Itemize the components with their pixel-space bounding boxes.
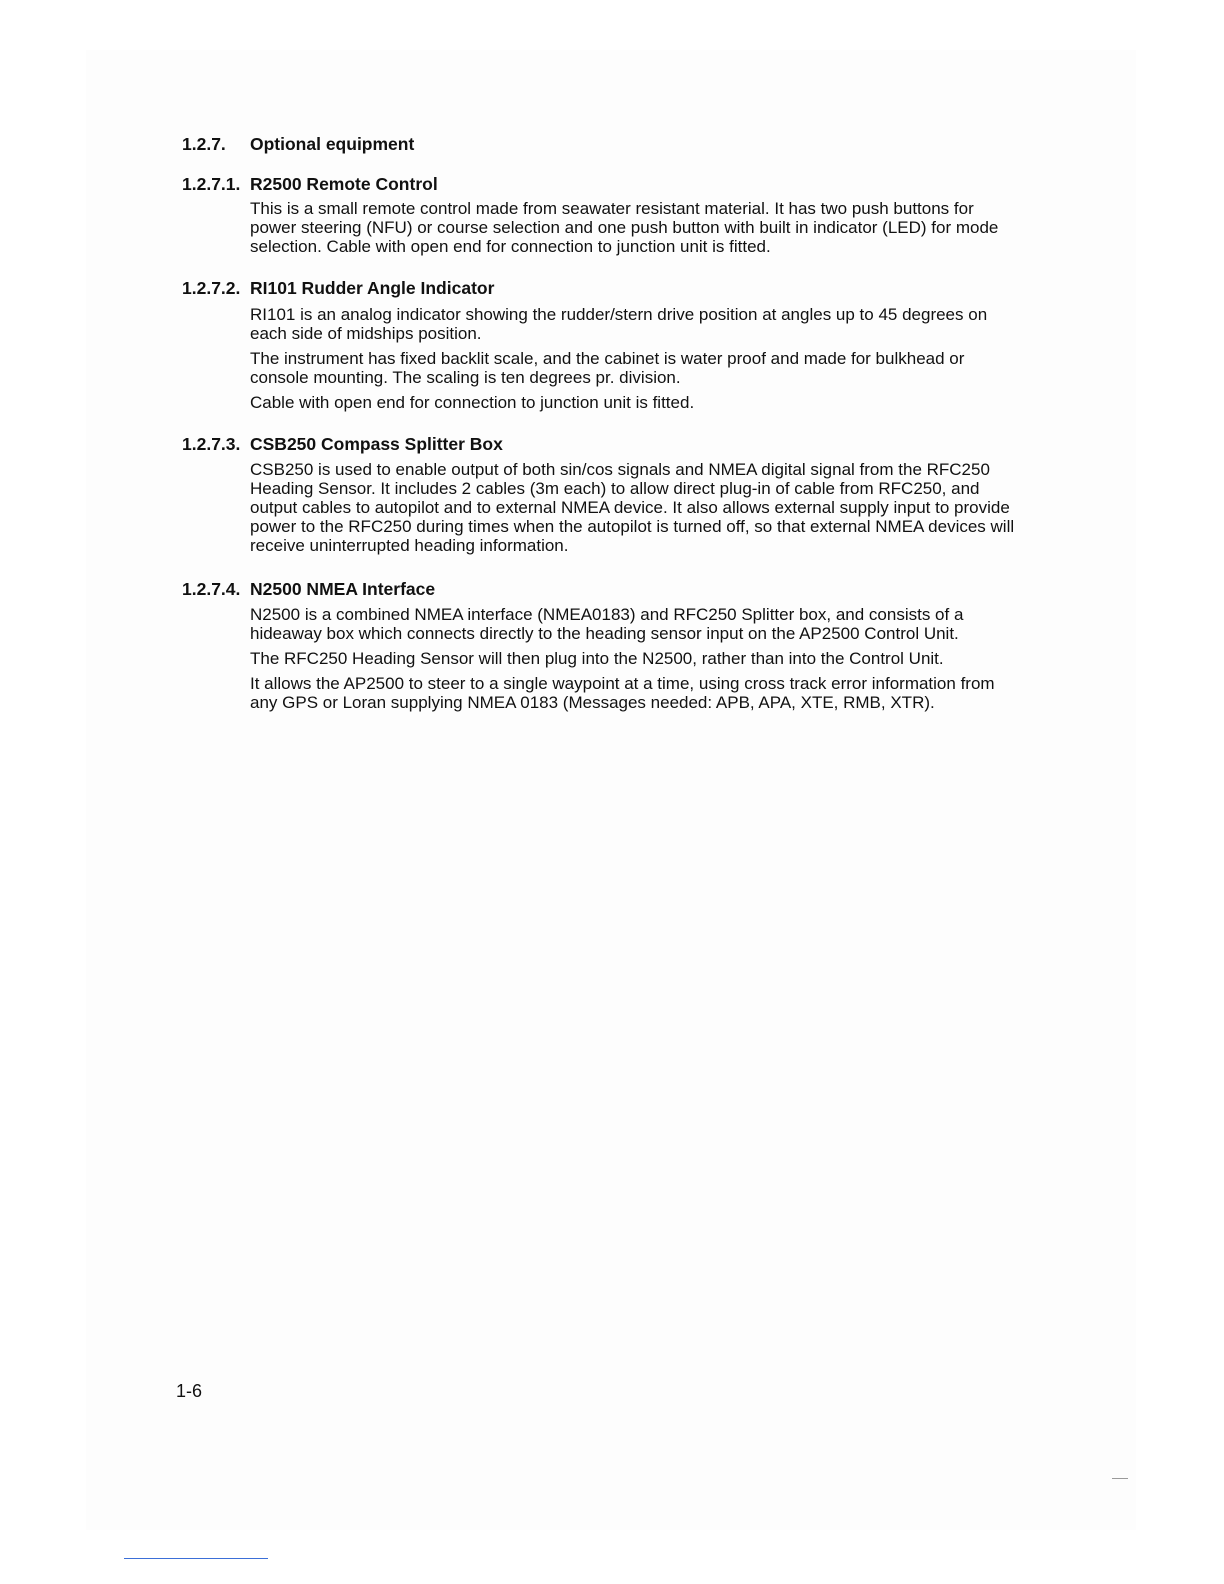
section-number: 1.2.7. <box>182 134 226 154</box>
subsection-number: 1.2.7.2. <box>182 278 241 298</box>
section-heading <box>182 133 1022 155</box>
subsection-csb250-compass-splitter-box <box>182 433 1022 561</box>
subsection-heading <box>182 173 1022 195</box>
paragraph: CSB250 is used to enable output of both sin/cos signals and NMEA digital signal from the RFC250 Heading Sensor. It includes 2 cables (3m each) to allow direct plug-in of cable from RFC250, and output cables to autopilot and to external NMEA device. It also allows external supply input to provide power to the RFC250 during times when the autopilot is turned off, so that external NMEA devices will receive uninterrupted heading information. <box>250 460 1015 555</box>
subsection-number: 1.2.7.3. <box>182 434 241 454</box>
subsection-title: CSB250 Compass Splitter Box <box>250 434 503 454</box>
section-optional-equipment <box>182 133 1022 155</box>
paragraph: It allows the AP2500 to steer to a single waypoint at a time, using cross track error information from any GPS or Loran supplying NMEA 0183 (Messages needed: APB, APA, XTE, RMB, XTR). <box>250 674 995 712</box>
subsection-title: RI101 Rudder Angle Indicator <box>250 278 495 298</box>
paragraph: N2500 is a combined NMEA interface (NMEA0183) and RFC250 Splitter box, and consists of a hideaway box which connects directly to the heading sensor input on the AP2500 Control Unit. <box>250 605 964 643</box>
section-title: Optional equipment <box>250 134 415 154</box>
subsection-ri101-rudder-angle-indicator <box>182 277 1022 418</box>
subsection-n2500-nmea-interface <box>182 578 1022 718</box>
paragraph: The instrument has fixed backlit scale, and the cabinet is water proof and made for bulkhead or console mounting. The scaling is ten degrees pr. division. <box>250 349 965 387</box>
subsection-number: 1.2.7.4. <box>182 579 241 599</box>
paragraph: This is a small remote control made from seawater resistant material. It has two push buttons for power steering (NFU) or course selection and one push button with built in indicator (LED) for mode selection. Cable with open end for connection to junction unit is fitted. <box>250 199 999 256</box>
subsection-body <box>250 305 1022 412</box>
subsection-r2500-remote-control <box>182 173 1022 262</box>
page-sheet <box>86 50 1136 1530</box>
subsection-body <box>250 460 1022 555</box>
subsection-title: N2500 NMEA Interface <box>250 579 436 599</box>
subsection-number: 1.2.7.1. <box>182 174 241 194</box>
subsection-heading <box>182 433 1022 455</box>
page-number: 1-6 <box>176 1381 203 1401</box>
paragraph: RI101 is an analog indicator showing the rudder/stern drive position at angles up to 45 degrees on each side of midships position. <box>250 305 988 343</box>
subsection-heading <box>182 277 1022 299</box>
scan-edge-tick <box>1112 1478 1128 1479</box>
subsection-body <box>250 199 1022 256</box>
paragraph: The RFC250 Heading Sensor will then plug into the N2500, rather than into the Control Unit. <box>250 649 944 668</box>
scan-edge-line <box>124 1558 268 1559</box>
subsection-body <box>250 605 1022 712</box>
subsection-heading <box>182 578 1022 600</box>
subsection-title: R2500 Remote Control <box>250 174 438 194</box>
paragraph: Cable with open end for connection to junction unit is fitted. <box>250 393 695 412</box>
